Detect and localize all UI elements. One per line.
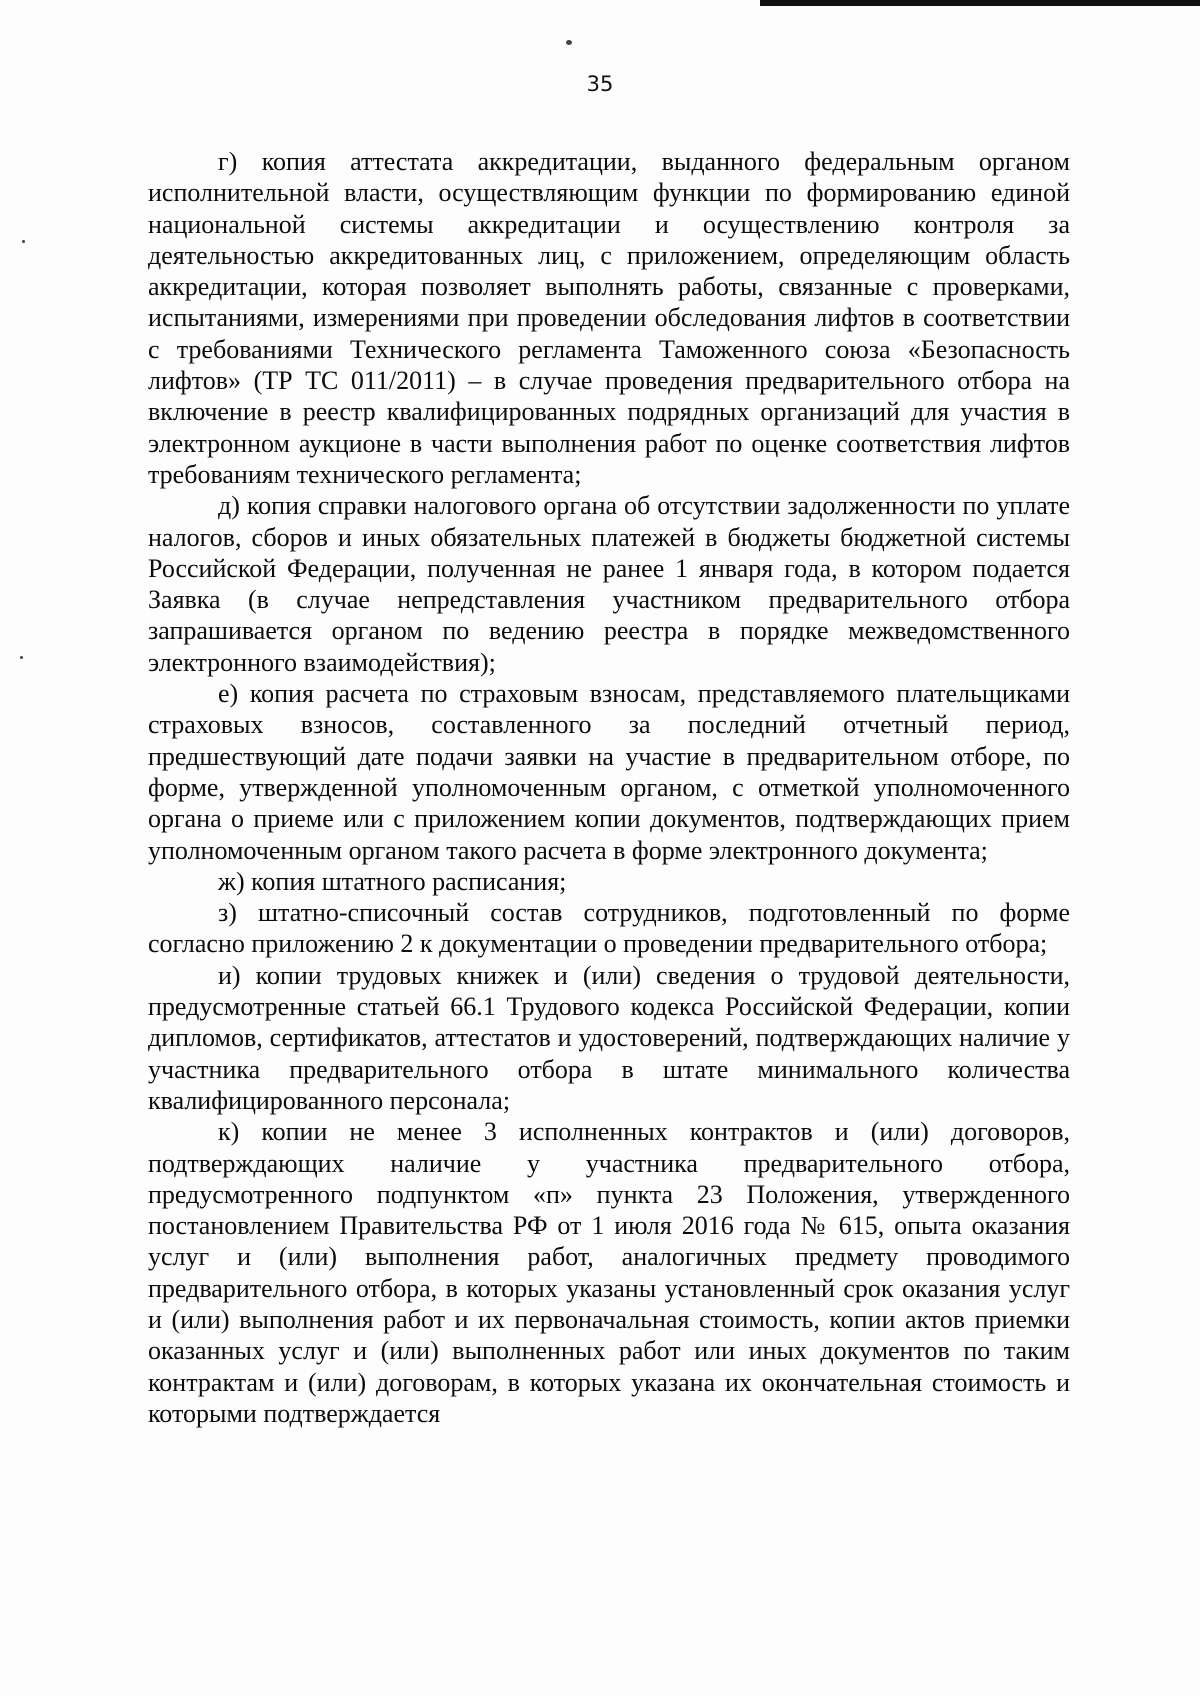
paragraph-z: з) штатно-списочный состав сотрудников, подготовленный по форме согласно приложению 2 к документации о проведении предварительного отбора; (148, 898, 1070, 959)
paragraph-d: д) копия справки налогового органа об отсутствии задолженности по уплате налогов, сборов и иных обязательных платежей в бюджеты бюджетной системы Российской Федерации, полученная не ранее 1 января года, в котором подается Заявка (в случае непредставления участником предварительного отбора запрашивается органом по ведению реестра в порядке межведомственного электронного взаимодействия); (148, 491, 1070, 677)
scan-edge-line (760, 0, 1200, 6)
paragraph-g: г) копия аттестата аккредитации, выданного федеральным органом исполнительной власти, осуществляющим функции по формированию единой национальной системы аккредитации и осуществлению контроля за деятельностью аккредитованных лиц, с приложением, определяющим область аккредитации, которая позволяет выполнять работы, связанные с проверками, испытаниями, измерениями при проведении обследования лифтов в соответствии с требованиями Технического регламента Таможенного союза «Безопасность лифтов» (ТР ТС 011/2011) – в случае проведения предварительного отбора на включение в реестр квалифицированных подрядных организаций для участия в электронном аукционе в части выполнения работ по оценке соответствия лифтов требованиям технического регламента; (148, 147, 1070, 489)
document-body (148, 146, 1070, 1429)
paragraph-zh: ж) копия штатного расписания; (218, 866, 567, 896)
paragraph-i: и) копии трудовых книжек и (или) сведения о трудовой деятельности, предусмотренные статьей 66.1 Трудового кодекса Российской Федерации, копии дипломов, сертификатов, аттестатов и удостоверений, подтверждающих наличие у участника предварительного отбора в штате минимального количества квалифицированного персонала; (148, 960, 1070, 1115)
page-number: 35 (586, 72, 614, 96)
paragraph-k: к) копии не менее 3 исполненных контрактов и (или) договоров, подтверждающих наличие у участника предварительного отбора, предусмотренного подпунктом «п» пункта 23 Положения, утвержденного постановлением Правительства РФ от 1 июля 2016 года № 615, опыта оказания услуг и (или) выполнения работ, аналогичных предмету проводимого предварительного отбора, в которых указаны установленный срок оказания услуг и (или) выполнения работ и их первоначальная стоимость, копии актов приемки оказанных услуг и (или) выполненных работ или иных документов по таким контрактам и (или) договорам, в которых указана их окончательная стоимость и которыми подтверждается (148, 1117, 1070, 1428)
scan-speck (566, 40, 572, 45)
scan-speck (22, 240, 25, 243)
scan-speck (20, 656, 23, 659)
paragraph-e: е) копия расчета по страховым взносам, представляемого плательщиками страховых взносов, составленного за последний отчетный период, предшествующий дате подачи заявки на участие в предварительном отборе, по форме, утвержденной уполномоченным органом, с отметкой уполномоченного органа о приеме или с приложением копии документов, подтверждающих прием уполномоченным органом такого расчета в форме электронного документа; (148, 679, 1070, 865)
